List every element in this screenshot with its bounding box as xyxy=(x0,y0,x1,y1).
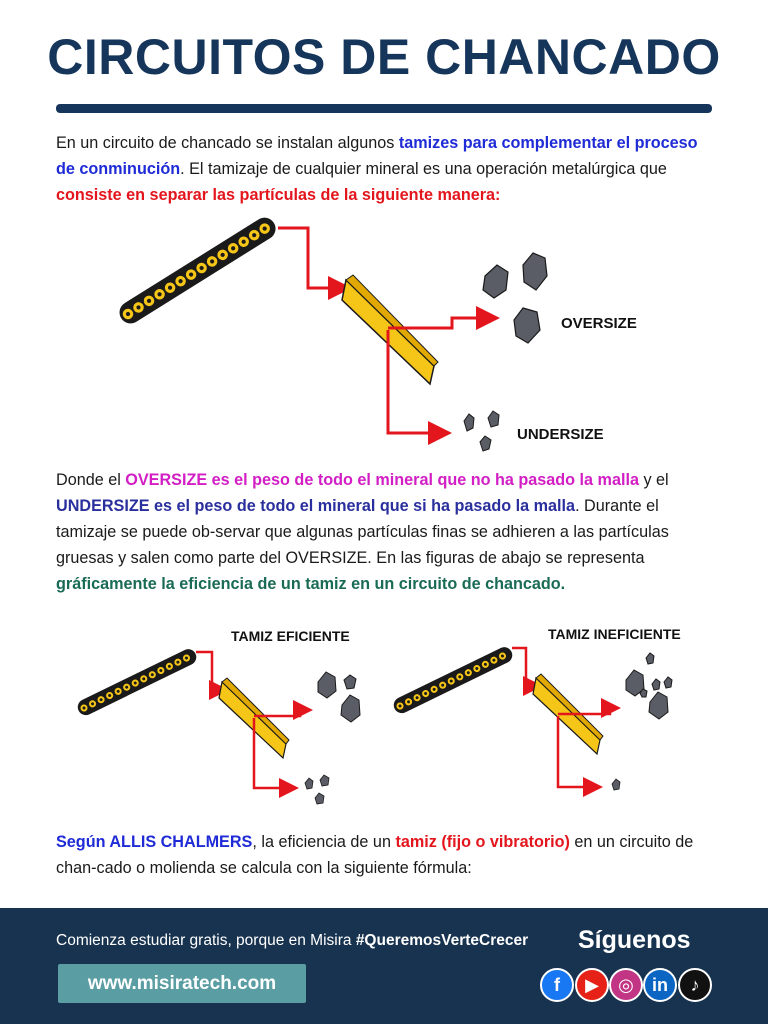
formula-intro-paragraph xyxy=(56,829,712,881)
def-text-2: y el xyxy=(638,471,669,489)
inefficient-undersize-rocks xyxy=(612,779,620,790)
formula-highlight-tamiz: tamiz (fijo o vibratorio) xyxy=(395,833,570,851)
oversize-label: OVERSIZE xyxy=(561,315,637,332)
def-highlight-undersize: UNDERSIZE es el peso de todo el mineral que si ha pasado la malla xyxy=(56,497,576,515)
conveyor-belt-main xyxy=(115,214,279,328)
formula-highlight-allis: Según ALLIS CHALMERS xyxy=(56,833,253,851)
page-title: CIRCUITOS DE CHANCADO xyxy=(47,29,721,85)
formula-text-2: en un circuito de chan-cado o molienda se calcula con la siguiente fórmula: xyxy=(56,833,694,877)
efficient-label: TAMIZ EFICIENTE xyxy=(231,628,350,644)
footer-tagline xyxy=(56,932,528,950)
efficient-undersize-rocks xyxy=(305,775,329,804)
inefficient-oversize-rocks xyxy=(626,653,672,719)
efficient-oversize-rocks xyxy=(318,672,360,722)
def-text-1: Donde el xyxy=(56,471,126,489)
def-highlight-eficiencia: gráficamente la eficiencia de un tamiz en un circuito de chancado. xyxy=(56,575,566,593)
intro-highlight-separar: consiste en separar las partículas de la siguiente manera: xyxy=(56,186,501,204)
youtube-icon[interactable]: ▶ xyxy=(575,968,609,1002)
undersize-rocks xyxy=(464,411,499,451)
tiktok-icon[interactable]: ♪ xyxy=(678,968,712,1002)
formula-text-1: , la eficiencia de un xyxy=(252,833,396,851)
undersize-label: UNDERSIZE xyxy=(517,426,604,443)
website-link[interactable]: www.misiratech.com xyxy=(58,964,306,1003)
inefficient-label: TAMIZ INEFICIENTE xyxy=(548,626,681,642)
instagram-icon[interactable]: ◎ xyxy=(609,968,643,1002)
inefficient-feed-arrow xyxy=(512,648,538,686)
oversize-arrow xyxy=(388,318,494,328)
intro-text-2: . El tamizaje de cualquier mineral es una operación metalúrgica que xyxy=(180,160,667,178)
follow-us-label: Síguenos xyxy=(578,926,691,954)
oversize-rocks xyxy=(483,253,547,343)
conveyor-belt-inefficient xyxy=(391,644,515,715)
def-text-3: . Durante el tamizaje se puede ob-servar que algunas partículas finas se adhieren a las partículas gruesas y salen como parte del OVERSIZE. En las figuras de abajo se representa xyxy=(56,497,669,567)
linkedin-icon[interactable]: in xyxy=(643,968,677,1002)
efficient-feed-arrow xyxy=(196,652,224,690)
definition-paragraph xyxy=(56,467,712,597)
feed-arrow xyxy=(278,228,346,288)
footer-hashtag: #QueremosVerteCrecer xyxy=(355,932,529,949)
footer-tagline-plain: Comienza estudiar gratis, porque en Misira xyxy=(56,932,356,949)
inefficient-screen-diagram xyxy=(391,626,681,790)
conveyor-belt-efficient xyxy=(75,646,199,717)
intro-text-1: En un circuito de chancado se instalan algunos xyxy=(56,134,399,152)
intro-highlight-tamices: tamizes para complementar el proceso de conminución xyxy=(56,134,698,178)
facebook-icon[interactable]: f xyxy=(540,968,574,1002)
efficient-screen-diagram xyxy=(75,628,360,804)
def-highlight-oversize: OVERSIZE es el peso de todo el mineral que no ha pasado la malla xyxy=(125,471,639,489)
